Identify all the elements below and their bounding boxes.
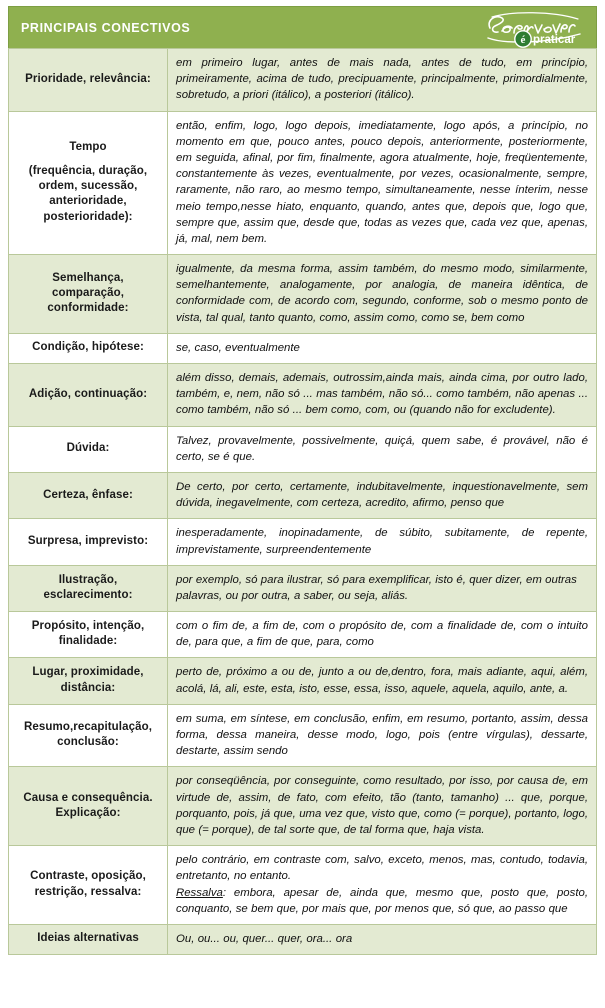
category-label: Certeza, ênfase:: [43, 488, 133, 501]
row-category: [9, 519, 168, 565]
row-content: [168, 364, 597, 427]
conectivos-table: [8, 48, 597, 955]
conectivos-table-body: [9, 49, 597, 955]
content-paragraph: pelo contrário, em contraste com, salvo, exceto, menos, mas, contudo, todavia, entretanto, no entanto.: [176, 854, 588, 883]
table-row: [9, 472, 597, 518]
row-content: [168, 658, 597, 704]
category-label: Dúvida:: [66, 442, 110, 455]
table-row: [9, 333, 597, 363]
category-label: Lugar, proximidade, distância:: [32, 666, 144, 694]
svg-text:praticar: praticar: [533, 33, 576, 46]
table-row: [9, 111, 597, 255]
category-label: Semelhança, comparação, conformidade:: [47, 271, 129, 315]
row-content: [168, 111, 597, 255]
row-category: [9, 364, 168, 427]
category-label: Adição, continuação:: [28, 387, 148, 400]
row-content: [168, 612, 597, 658]
category-label: Resumo,recapitulação, conclusão:: [23, 720, 152, 749]
row-content: [168, 846, 597, 925]
category-label: Ideias alternativas: [37, 932, 139, 945]
category-label: Causa e consequência. Explicação:: [23, 791, 153, 819]
row-content: [168, 565, 597, 611]
row-content: [168, 333, 597, 363]
content-paragraph-ressalva: Ressalva: embora, apesar de, ainda que, mesmo que, posto que, posto, conquanto, se bem que, por mais que, por menos que, só que, ao passo que: [176, 886, 588, 915]
row-category: [9, 111, 168, 255]
row-content: [168, 704, 597, 767]
row-content: [168, 426, 597, 472]
row-content: [168, 255, 597, 334]
category-label: Prioridade, relevância:: [25, 72, 151, 85]
table-row: [9, 658, 597, 704]
row-content: [168, 767, 597, 846]
category-sublabel: (frequência, duração, ordem, sucessão, anterioridade, posterioridade):: [28, 165, 148, 223]
table-row: [9, 846, 597, 925]
category-label: Condição, hipótese:: [32, 341, 144, 354]
table-row: [9, 565, 597, 611]
content-paragraph: igualmente, da mesma forma, assim também, do mesmo modo, similarmente, semelhantemente, analogamente, por analogia, de maneira idêntica, de conformidade com, de acordo com, segundo, conforme, sob o mesmo ponto de vista, tal qual, tanto quanto, como, assim como, como se, bem como: [176, 263, 588, 324]
row-category: [9, 49, 168, 112]
row-content: [168, 519, 597, 565]
table-row: [9, 364, 597, 427]
table-row: [9, 426, 597, 472]
content-paragraph: De certo, por certo, certamente, indubitavelmente, inquestionavelmente, sem dúvida, inegavelmente, com certeza, acredito, afirmo, penso que: [176, 480, 588, 510]
row-category: [9, 472, 168, 518]
content-paragraph: com o fim de, a fim de, com o propósito de, com a finalidade de, com o intuito de, para que, a fim de que, para, como: [176, 620, 588, 649]
table-row: [9, 255, 597, 334]
content-paragraph: se, caso, eventualmente: [176, 341, 300, 354]
content-paragraph: palavras, ou por outra, a saber, ou seja, aliás.: [176, 589, 409, 602]
table-row: [9, 767, 597, 846]
table-row: [9, 924, 597, 954]
row-category: [9, 704, 168, 767]
table-row: [9, 519, 597, 565]
content-paragraph: Ou, ou... ou, quer... quer, ora... ora: [176, 932, 353, 945]
content-paragraph: inesperadamente, inopinadamente, de súbito, subitamente, de repente, imprevistamente, surpreendentemente: [176, 527, 588, 556]
row-category: [9, 924, 168, 954]
page-title: PRINCIPAIS CONECTIVOS: [21, 20, 191, 35]
table-row: [9, 704, 597, 767]
content-paragraph: perto de, próximo a ou de, junto a ou de,dentro, fora, mais adiante, aqui, além, acolá, lá, ali, este, esta, isto, esse, essa, isso, aquele, aquela, aquilo, ante, a.: [176, 666, 588, 695]
category-label: Propósito, intenção, finalidade:: [31, 620, 145, 648]
content-paragraph: Talvez, provavelmente, possivelmente, quiçá, quem sabe, é provável, não é certo, se é que.: [176, 434, 588, 463]
content-paragraph: além disso, demais, ademais, outrossim,ainda mais, ainda cima, por outro lado, também, e, nem, não só ... mas também, não só... como também, não apenas ... como também, não só ... bem como, com, ou (quando não for excludente).: [176, 372, 588, 417]
document-header-bar: [8, 6, 597, 48]
content-paragraph: por conseqüência, por conseguinte, como resultado, por isso, por causa de, em virtude de, assim, de fato, com efeito, tão (tanto, tamanho) ... que, porque, porquanto, pois, já que, uma vez que, visto que, como (= porque), portanto, logo, que (= porque), de tal sorte que, de tal forma que, haja vista.: [176, 775, 588, 836]
content-paragraph: em primeiro lugar, antes de mais nada, antes de tudo, em princípio, primeiramente, acima de tudo, precipuamente, principalmente, primordialmente, sobretudo, a priori (itálico), a posteriori (itálico).: [176, 57, 588, 102]
row-category: [9, 255, 168, 334]
category-label: Contraste, oposição, restrição, ressalva:: [30, 870, 146, 898]
row-content: [168, 924, 597, 954]
row-category: [9, 846, 168, 925]
category-label: Surpresa, imprevisto:: [27, 534, 149, 547]
row-content: [168, 472, 597, 518]
content-paragraph: por exemplo, só para ilustrar, só para exemplificar, isto é, quer dizer, em outras: [176, 573, 577, 586]
row-category: [9, 333, 168, 363]
brand-logo: [482, 8, 586, 48]
table-row: [9, 612, 597, 658]
category-label: Tempo: [69, 140, 107, 153]
ressalva-label: Ressalva: [176, 886, 223, 899]
row-category: [9, 767, 168, 846]
row-category: [9, 426, 168, 472]
table-row: [9, 49, 597, 112]
content-paragraph: então, enfim, logo, logo depois, imediatamente, logo após, a princípio, no momento em que, pouco antes, pouco depois, anteriormente, posteriormente, em seguida, afinal, por fim, finalmente, agora atualmente, hoje, freqüentemente, constantemente às vezes, eventualmente, por vezes, ocasionalmente, sempre, raramente, não raro, ao mesmo tempo, simultaneamente, nesse ínterim, nesse meio tempo,nesse hiato, enquanto, quando, antes que, depois que, logo que, sempre que, assim que, desde que, todas as vezes que, cada vez que, apenas, já, mal, nem bem.: [176, 119, 588, 245]
row-category: [9, 658, 168, 704]
content-paragraph: em suma, em síntese, em conclusão, enfim, em resumo, portanto, assim, dessa forma, dessa maneira, desse modo, logo, pois (entre vírgulas), dessarte, destarte, assim sendo: [176, 712, 588, 758]
row-category: [9, 612, 168, 658]
row-content: [168, 49, 597, 112]
category-label: Ilustração, esclarecimento:: [43, 573, 133, 601]
svg-text:é: é: [520, 33, 526, 46]
row-category: [9, 565, 168, 611]
